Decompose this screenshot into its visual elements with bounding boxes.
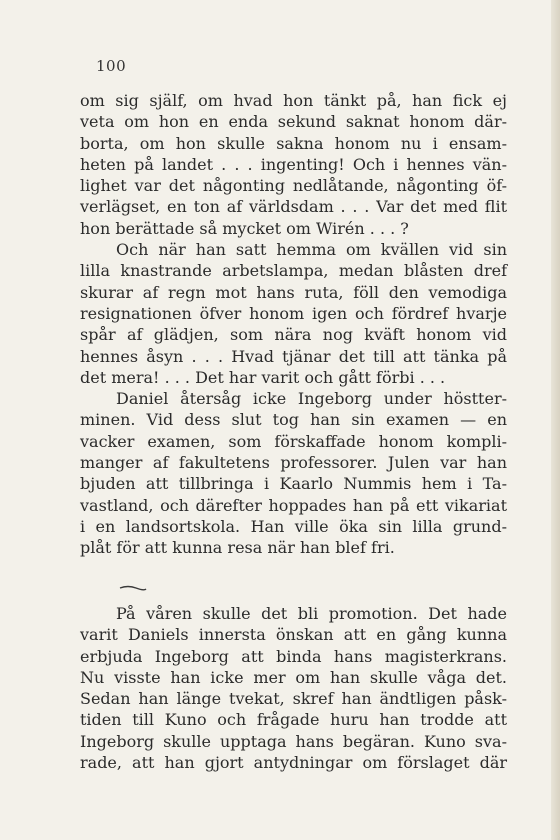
text-line: erbjuda Ingeborg att binda hans magisterkrans. [80,646,507,666]
section-break-mark [118,585,148,591]
text-line: Nu visste han icke mer om han skulle våga det. [80,667,507,687]
text-line: resignationen öfver honom igen och fördref hvarje [80,303,507,323]
text-line: borta, om hon skulle sakna honom nu i ensam- [80,133,507,153]
text-line: hennes åsyn . . . Hvad tjänar det till att tänka på [80,346,507,366]
text-line: i en landsortskola. Han ville öka sin lilla grund- [80,516,507,536]
text-line: det mera! . . . Det har varit och gått förbi . . . [80,367,446,387]
text-line: verlägset, en ton af världsdam . . . Var det med flit [80,197,507,217]
text-line: varit Daniels innersta önskan att en gång kunna [80,625,507,645]
text-line: vastland, och därefter hoppades han på ett vikariat [80,495,507,515]
text-line: rade, att han gjort antydningar om förslaget där [80,753,507,773]
text-line: heten på landet . . . ingenting! Och i hennes vän- [80,154,507,174]
text-line: lilla knastrande arbetslampa, medan blåsten dref [80,261,507,281]
text-line: om sig själf, om hvad hon tänkt på, han fick ej [80,91,507,110]
text-line: Daniel återsåg icke Ingeborg under höstter- [116,389,507,409]
text-line: spår af glädjen, som nära nog kväft honom vid [80,325,507,345]
text-line: minen. Vid dess slut tog han sin examen — en [80,410,507,430]
page-number: 100 [96,57,127,75]
text-line: Sedan han länge tvekat, skref han ändtligen påsk- [80,689,507,709]
text-line: På våren skulle det bli promotion. Det hade [116,604,507,623]
page-edge [551,0,560,840]
text-line: skurar af regn mot hans ruta, föll den vemodiga [80,282,507,302]
text-block-1 [80,90,507,559]
text-line: plåt för att kunna resa när han blef fri. [80,538,395,558]
text-line: hon berättade så mycket om Wirén . . . ? [80,218,409,238]
text-line: lighet var det någonting nedlåtande, någonting öf- [80,176,507,196]
text-line: bjuden att tillbringa i Kaarlo Nummis hem i Ta- [80,474,507,494]
text-line: manger af fakultetens professorer. Julen var han [80,453,507,473]
text-line: Och när han satt hemma om kvällen vid sin [116,240,507,260]
text-line: tiden till Kuno och frågade huru han trodde att [80,710,507,730]
text-line: vacker examen, som förskaffade honom kompli- [80,431,507,451]
text-block-2 [80,603,507,773]
text-line: Ingeborg skulle upptaga hans begäran. Kuno sva- [80,731,507,751]
text-line: veta om hon en enda sekund saknat honom där- [80,112,507,132]
